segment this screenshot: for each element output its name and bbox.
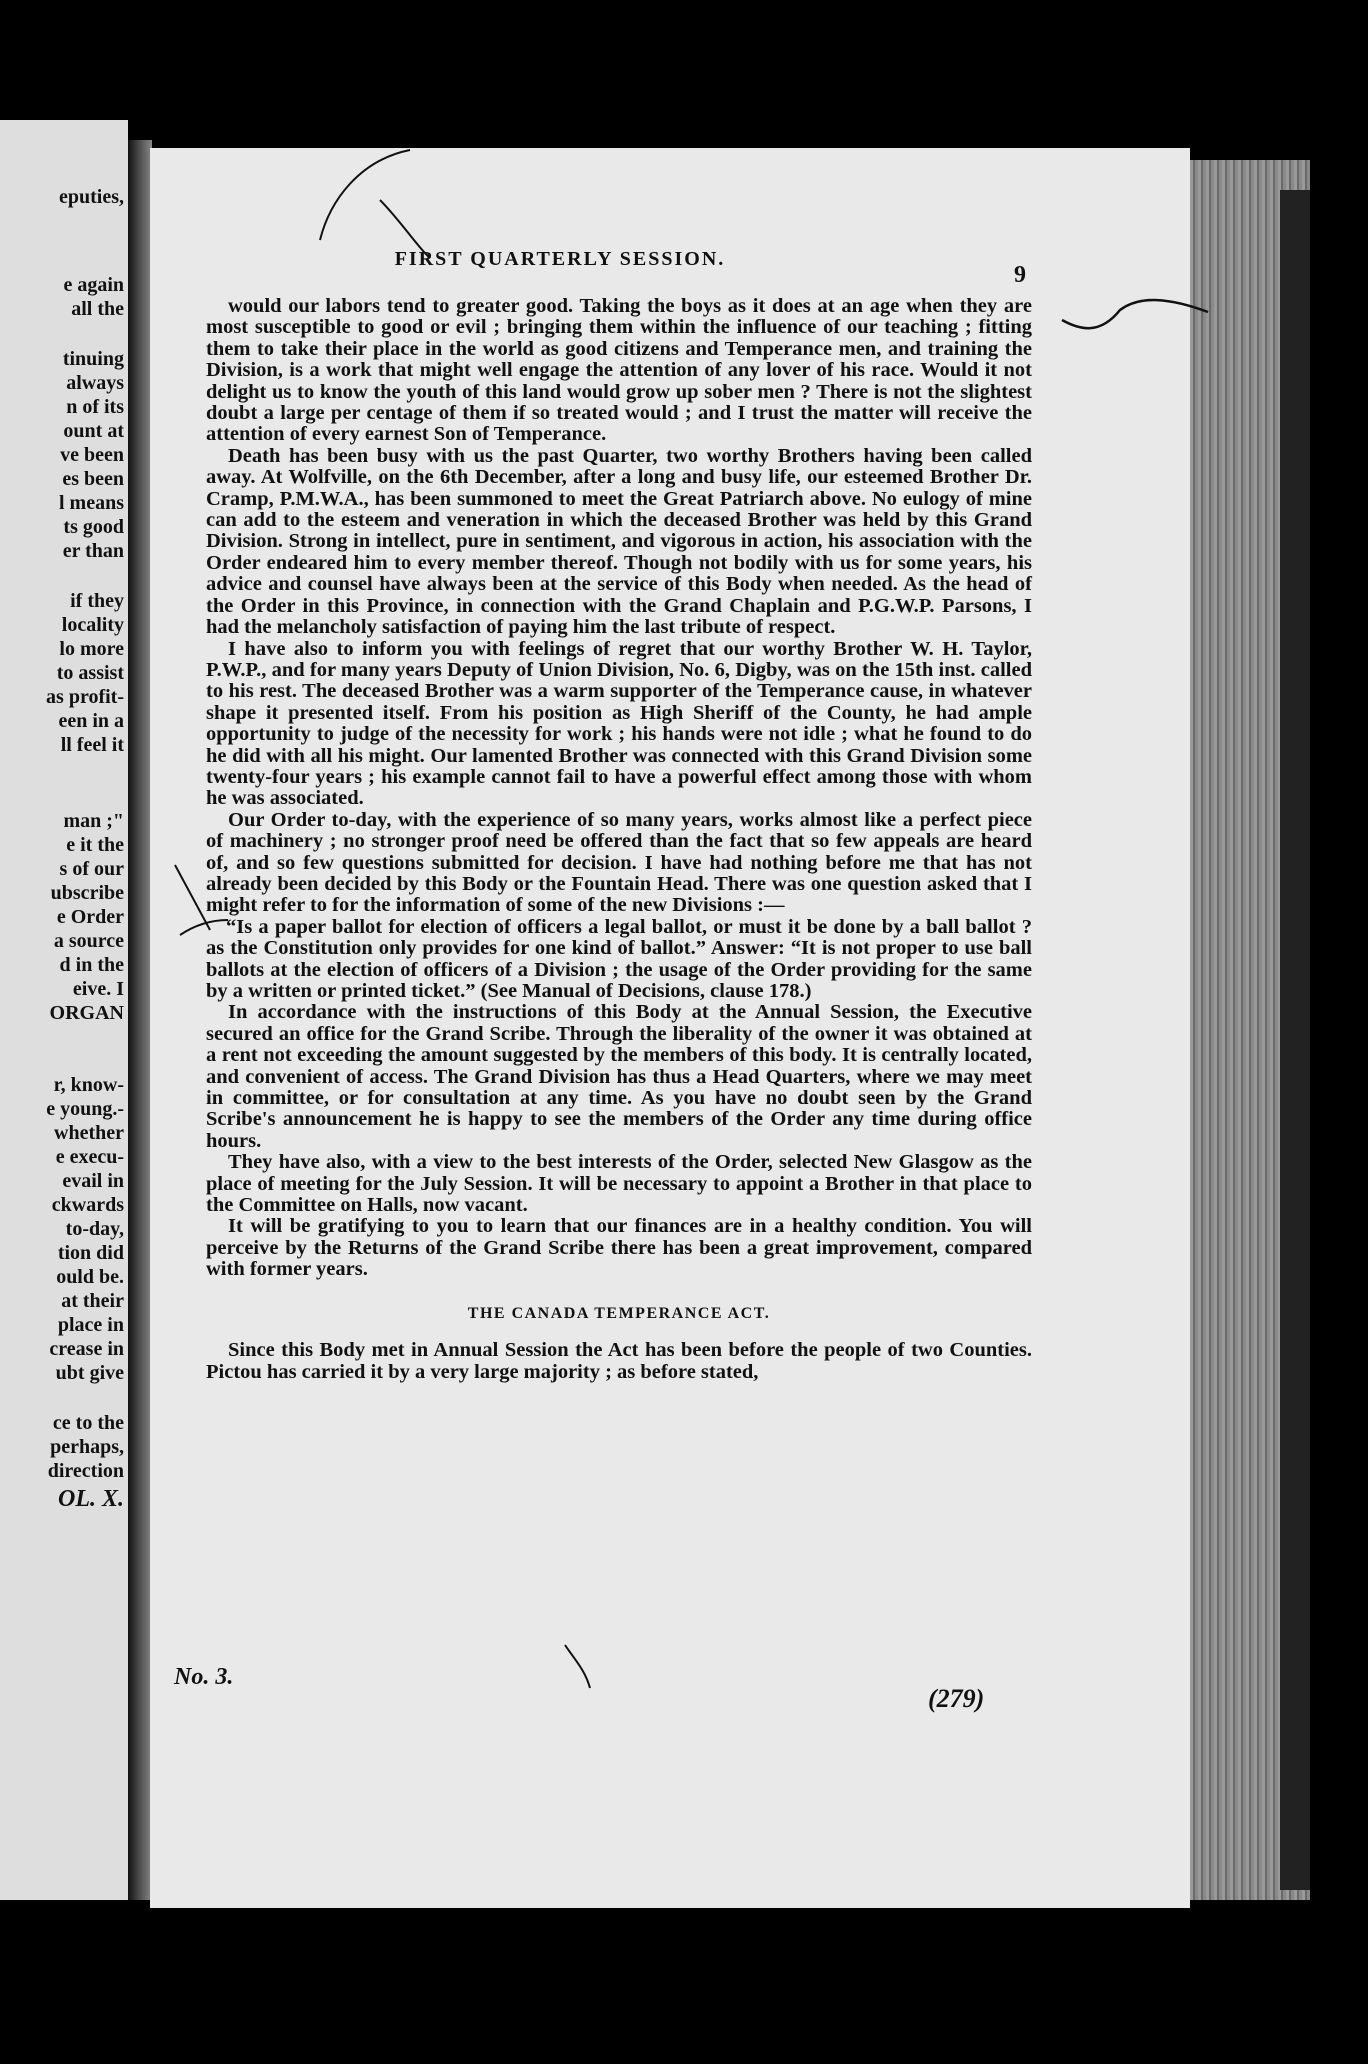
left-page-line: een in a: [58, 710, 124, 732]
left-page-line: as profit-: [46, 686, 124, 708]
left-page-line: ount at: [63, 420, 124, 442]
left-page-line: ll feel it: [60, 734, 124, 756]
left-page-line: eputies,: [59, 186, 124, 208]
left-page-line: locality: [61, 614, 124, 636]
paragraph: Our Order to-day, with the experience of so many years, works almost like a perfect piece of machinery ; no stronger proof need be offered than the fact that so few appeals are heard of, and so few questions submitted for decision. I have had nothing before me that has not already been decided by this Body or the Fountain Head. There was one question asked that I might refer to for the information of some of the new Divisions :—: [206, 808, 1032, 917]
left-page-line: e young.-: [46, 1098, 124, 1120]
left-page-line: direction: [47, 1460, 124, 1482]
paragraph: In accordance with the instructions of this Body at the Annual Session, the Executive secured an office for the Grand Scribe. Through the liberality of the owner it was obtained at a rent not exceeding the amount suggested by the members of this body. It is centrally located, and convenient of access. The Grand Division has thus a Head Quarters, where we may meet in committee, or for consultation at any time. As you have no doubt seen by the Grand Scribe's announcement he is happy to see the members of the Order any time during office hours.: [206, 1001, 1032, 1152]
left-page-line: d in the: [59, 954, 124, 976]
left-page-line: ubscribe: [50, 882, 124, 904]
pen-mark-icon: [560, 1640, 600, 1690]
left-page-line: l means: [59, 492, 124, 514]
left-page-line: if they: [70, 590, 124, 612]
left-page-line: whether: [54, 1122, 124, 1144]
left-page-line: ce to the: [52, 1412, 124, 1434]
left-page-line: eive. I: [72, 978, 124, 1000]
left-page-line: es been: [62, 468, 124, 490]
page-number: 9: [1014, 262, 1026, 288]
paragraph: Since this Body met in Annual Session the Act has been before the people of two Counties. Pictou has carried it by a very large majority ; as before stated,: [206, 1339, 1032, 1383]
left-page-line: evail in: [62, 1170, 124, 1192]
pen-mark-icon: [170, 860, 230, 940]
left-page-line: a source: [53, 930, 124, 952]
left-page-line: e execu-: [55, 1146, 124, 1168]
left-page-line: s of our: [59, 858, 124, 880]
paragraph: would our labors tend to greater good. Taking the boys as it does at an age when they are most susceptible to good or evil ; bringing them within the influence of our teaching ; fitting them to take their place in the world as good citizens and Temperance men, and training the Division, is a work that might well engage the attention of any lover of his race. Would it not delight us to know the youth of this land would grow up sober men ? There is not the slightest doubt a large per centage of them if so treated would ; and I trust the matter will receive the attention of every earnest Son of Temperance.: [206, 295, 1032, 446]
left-page-line: lo more: [59, 638, 124, 660]
folio-number: (279): [928, 1684, 985, 1713]
left-page-line: ould be.: [56, 1266, 124, 1288]
pen-mark-icon: [300, 140, 500, 260]
left-page-line: r, know-: [53, 1074, 124, 1096]
left-page-line: ckwards: [51, 1194, 124, 1216]
paragraph: I have also to inform you with feelings of regret that our worthy Brother W. H. Taylor, P.W.P., and for many years Deputy of Union Division, No. 6, Digby, was on the 15th inst. called to his rest. The deceased Brother was a warm supporter of the Temperance cause, in whatever shape it presented itself. From his position as High Sheriff of the County, he had ample opportunity to judge of the necessity for work ; his hands were not idle ; what he found to do he did with all his might. Our lamented Brother was connected with this Grand Division some twenty-four years ; his example cannot fail to have a powerful effect among those with whom he was associated.: [206, 637, 1032, 810]
page-edges-shadow: [1280, 190, 1310, 1890]
left-page-line: tion did: [57, 1242, 124, 1264]
section-heading: THE CANADA TEMPERANCE ACT.: [467, 1304, 771, 1322]
body-text: [206, 296, 1032, 1383]
paragraph: It will be gratifying to you to learn that our finances are in a healthy condition. You will perceive by the Returns of the Grand Scribe there has been a great improvement, compared with former years.: [206, 1215, 1032, 1281]
left-page-line: n of its: [66, 396, 124, 418]
left-page-line: ve been: [60, 444, 124, 466]
left-page-line: all the: [71, 298, 124, 320]
book-gutter: [128, 140, 152, 1900]
left-page-line: man ;": [63, 810, 124, 832]
left-page-line: tinuing: [62, 348, 124, 370]
left-page-line: to-day,: [65, 1218, 124, 1240]
left-page-line: ts good: [63, 516, 124, 538]
left-page-line: perhaps,: [50, 1436, 124, 1458]
left-facing-page: [0, 120, 128, 1900]
left-page-line: e again: [63, 274, 124, 296]
signature-mark: No. 3.: [174, 1664, 234, 1690]
left-page-line: e Order: [56, 906, 124, 928]
left-page-line: ORGAN: [49, 1002, 124, 1024]
quoted-question: “Is a paper ballot for election of officers a legal ballot, or must it be done by a ball ballot ? as the Constitution only provides for one kind of ballot.” Answer: “It is not proper to use ball ballots at the election of officers of a Division ; the usage of the Order providing for the same by a written or printed ticket.” (See Manual of Decisions, clause 178.): [206, 915, 1032, 1002]
left-page-line: e it the: [66, 834, 124, 856]
left-page-line: ubt give: [55, 1362, 124, 1384]
left-page-line: OL. X.: [58, 1486, 124, 1512]
paragraph: Death has been busy with us the past Quarter, two worthy Brothers having been called away. At Wolfville, on the 6th December, after a long and busy life, our esteemed Brother Dr. Cramp, P.M.W.A., has been summoned to meet the Great Patriarch above. No eulogy of mine can add to the esteem and veneration in which the deceased Brother was held by this Grand Division. Strong in intellect, pure in sentiment, and vigorous in action, his association with the Order endeared him to every member thereof. Though not bodily with us for some years, his advice and counsel have always been at the service of this Body when needed. As the head of the Order in this Province, in connection with the Grand Chaplain and P.G.W.P. Parsons, I had the melancholy satisfaction of paying him the last tribute of respect.: [206, 444, 1032, 639]
left-page-line: er than: [62, 540, 124, 562]
left-page-line: at their: [61, 1290, 124, 1312]
paragraph: They have also, with a view to the best interests of the Order, selected New Glasgow as the place of meeting for the July Session. It will be necessary to appoint a Brother in that place to the Committee on Halls, now vacant.: [206, 1151, 1032, 1217]
left-page-line: place in: [57, 1314, 124, 1336]
left-page-line: always: [66, 372, 124, 394]
left-page-line: crease in: [49, 1338, 124, 1360]
running-head: FIRST QUARTERLY SESSION.: [394, 248, 726, 270]
pen-mark-icon: [1060, 290, 1210, 350]
left-page-line: to assist: [56, 662, 124, 684]
